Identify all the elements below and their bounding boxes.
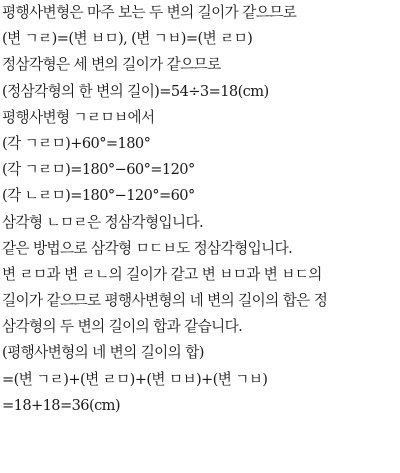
text-line: 평행사변형 ㄱㄹㅁㅂ에서 xyxy=(2,108,155,126)
text-line: 같은 방법으로 삼각형 ㅁㄷㅂ도 정삼각형입니다. xyxy=(2,239,293,257)
text-line: 변 ㄹㅁ과 변 ㄹㄴ의 길이가 같고 변 ㅂㅁ과 변 ㅂㄷ의 xyxy=(2,265,322,283)
text-line: 길이가 같으므로 평행사변형의 네 변의 길이의 합은 정 xyxy=(2,292,328,310)
text-line: (각 ㄱㄹㅁ)=180°−60°=120° xyxy=(2,161,195,179)
text-line: (정삼각형의 한 변의 길이)=54÷3=18(cm) xyxy=(2,82,269,100)
text-line: 삼각형 ㄴㅁㄹ은 정삼각형입니다. xyxy=(2,213,204,231)
text-line: (변 ㄱㄹ)=(변 ㅂㅁ), (변 ㄱㅂ)=(변 ㄹㅁ) xyxy=(2,30,253,48)
text-line: =(변 ㄱㄹ)+(변 ㄹㅁ)+(변 ㅁㅂ)+(변 ㄱㅂ) xyxy=(2,370,268,388)
text-line: (평행사변형의 네 변의 길이의 합) xyxy=(2,344,204,362)
text-line: 삼각형의 두 변의 길이의 합과 같습니다. xyxy=(2,318,243,336)
text-line: (각 ㄱㄹㅁ)+60°=180° xyxy=(2,134,151,152)
text-line: 평행사변형은 마주 보는 두 변의 길이가 같으므로 xyxy=(2,4,297,21)
text-line: =18+18=36(cm) xyxy=(2,396,120,414)
text-line: 정삼각형은 세 변의 길이가 같으므로 xyxy=(2,56,221,74)
text-line: (각 ㄴㄹㅁ)=180°−120°=60° xyxy=(2,187,195,205)
